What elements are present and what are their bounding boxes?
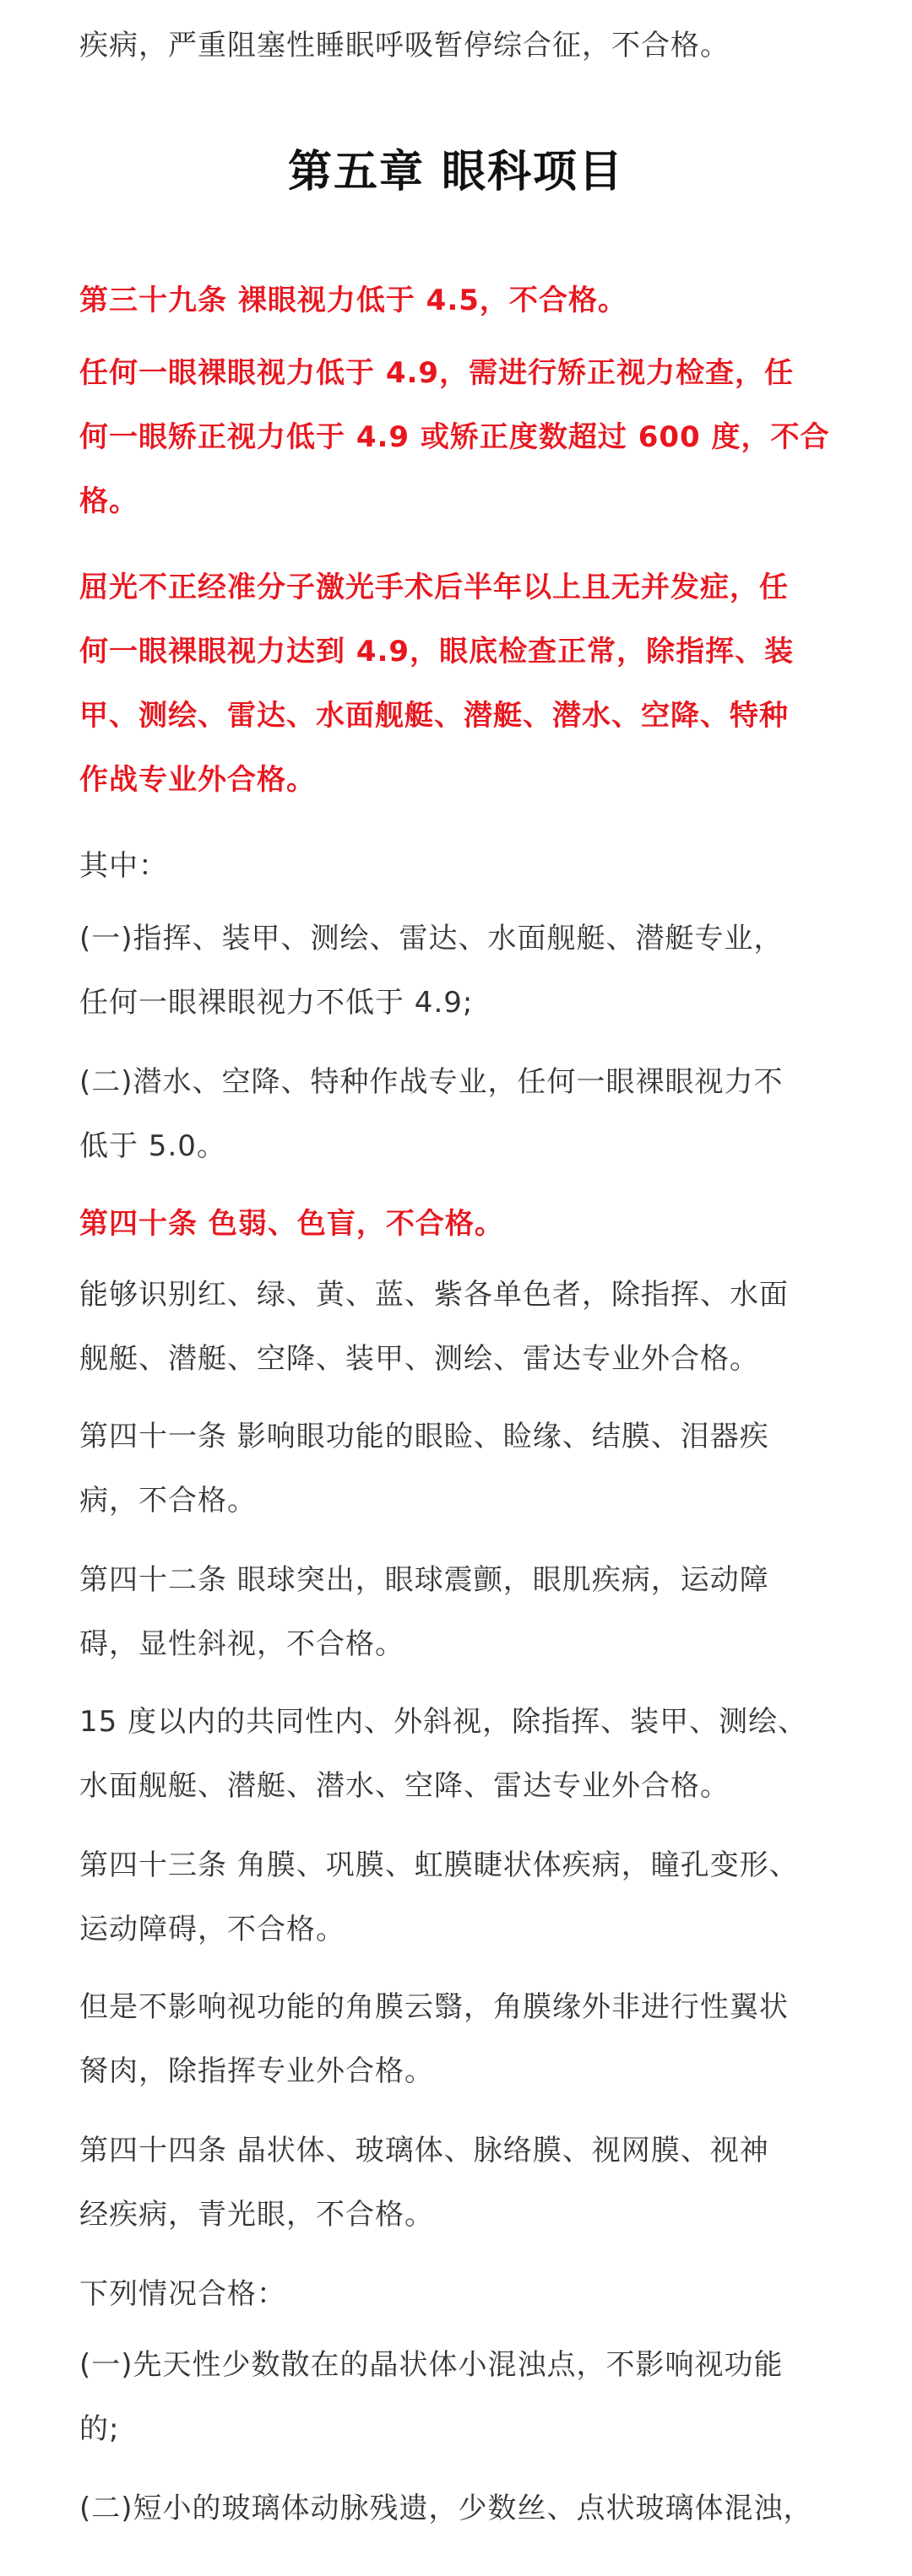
- text-line: (二)潜水、空降、特种作战专业，任何一眼裸眼视力不: [79, 1065, 784, 1099]
- article-39-paragraph-2: [79, 555, 856, 812]
- text-line: 病，不合格。: [79, 1484, 257, 1518]
- text-line: 何一眼裸眼视力达到 4.9，眼底检查正常，除指挥、装: [79, 635, 795, 668]
- text-line: 第四十二条 眼球突出，眼球震颤，眼肌疾病，运动障: [79, 1563, 769, 1597]
- article-44-list-item-1: [79, 2333, 856, 2461]
- text-line: (一)指挥、装甲、测绘、雷达、水面舰艇、潜艇专业，: [79, 922, 784, 955]
- text-line: 低于 5.0。: [79, 1129, 226, 1163]
- article-44-list-item-2: [79, 2476, 856, 2541]
- text-line: 水面舰艇、潜艇、潜水、空降、雷达专业外合格。: [79, 1769, 730, 1803]
- list-item-1: [79, 906, 856, 1035]
- text-line: 格。: [79, 484, 138, 518]
- article-40-heading: [79, 1192, 856, 1256]
- chapter-title: 第五章 眼科项目: [287, 147, 625, 198]
- text-line: 何一眼矫正视力低于 4.9 或矫正度数超过 600 度，不合: [79, 420, 830, 454]
- text-line: (二)短小的玻璃体动脉残遗，少数丝、点状玻璃体混浊，: [79, 2492, 813, 2525]
- article-40-paragraph-1: [79, 1263, 856, 1391]
- article-43-paragraph-1: [79, 1975, 856, 2103]
- text-line: 任何一眼裸眼视力不低于 4.9;: [79, 986, 474, 1020]
- text-line: 任何一眼裸眼视力低于 4.9，需进行矫正视力检查，任: [79, 356, 795, 390]
- text-line: 第四十三条 角膜、巩膜、虹膜睫状体疾病，瞳孔变形、: [79, 1848, 799, 1882]
- article-42: [79, 1548, 856, 1676]
- text-line: 下列情况合格：: [79, 2277, 286, 2311]
- text-line: 第四十四条 晶状体、玻璃体、脉络膜、视网膜、视神: [79, 2134, 769, 2167]
- text-line: 第三十九条 裸眼视力低于 4.5，不合格。: [79, 284, 627, 317]
- text-line: 15 度以内的共同性内、外斜视，除指挥、装甲、测绘、: [79, 1705, 808, 1739]
- text-line: 甲、测绘、雷达、水面舰艇、潜艇、潜水、空降、特种: [79, 699, 789, 733]
- article-39-heading: [79, 268, 856, 333]
- text-line: 其中：: [79, 849, 168, 883]
- text-line: 疾病，严重阻塞性睡眠呼吸暂停综合征，不合格。: [79, 29, 730, 62]
- text-line: 经疾病，青光眼，不合格。: [79, 2198, 434, 2232]
- text-line: 屈光不正经准分子激光手术后半年以上且无并发症，任: [79, 571, 789, 604]
- text-line: 第四十条 色弱、色盲，不合格。: [79, 1207, 504, 1241]
- paragraph-qizhong: [79, 834, 856, 898]
- article-44: [79, 2119, 856, 2247]
- article-39-paragraph-1: [79, 341, 856, 533]
- text-line: 能够识别红、绿、黄、蓝、紫各单色者，除指挥、水面: [79, 1278, 789, 1312]
- text-line: 的;: [79, 2412, 120, 2446]
- article-43: [79, 1833, 856, 1962]
- article-42-paragraph-1: [79, 1690, 856, 1818]
- paragraph-intro-tail: [79, 14, 856, 78]
- text-line: 但是不影响视功能的角膜云翳，角膜缘外非进行性翼状: [79, 1990, 789, 2024]
- text-line: 胬肉，除指挥专业外合格。: [79, 2054, 434, 2088]
- list-item-2: [79, 1050, 856, 1178]
- text-line: 作战专业外合格。: [79, 763, 316, 797]
- article-41: [79, 1404, 856, 1533]
- text-line: 碍，显性斜视，不合格。: [79, 1627, 404, 1661]
- text-line: 舰艇、潜艇、空降、装甲、测绘、雷达专业外合格。: [79, 1342, 759, 1376]
- text-line: 第四十一条 影响眼功能的眼睑、睑缘、结膜、泪器疾: [79, 1420, 769, 1453]
- text-line: 运动障碍，不合格。: [79, 1913, 345, 1946]
- text-line: (一)先天性少数散在的晶状体小混浊点，不影响视功能: [79, 2348, 784, 2382]
- paragraph-xialie: [79, 2262, 856, 2326]
